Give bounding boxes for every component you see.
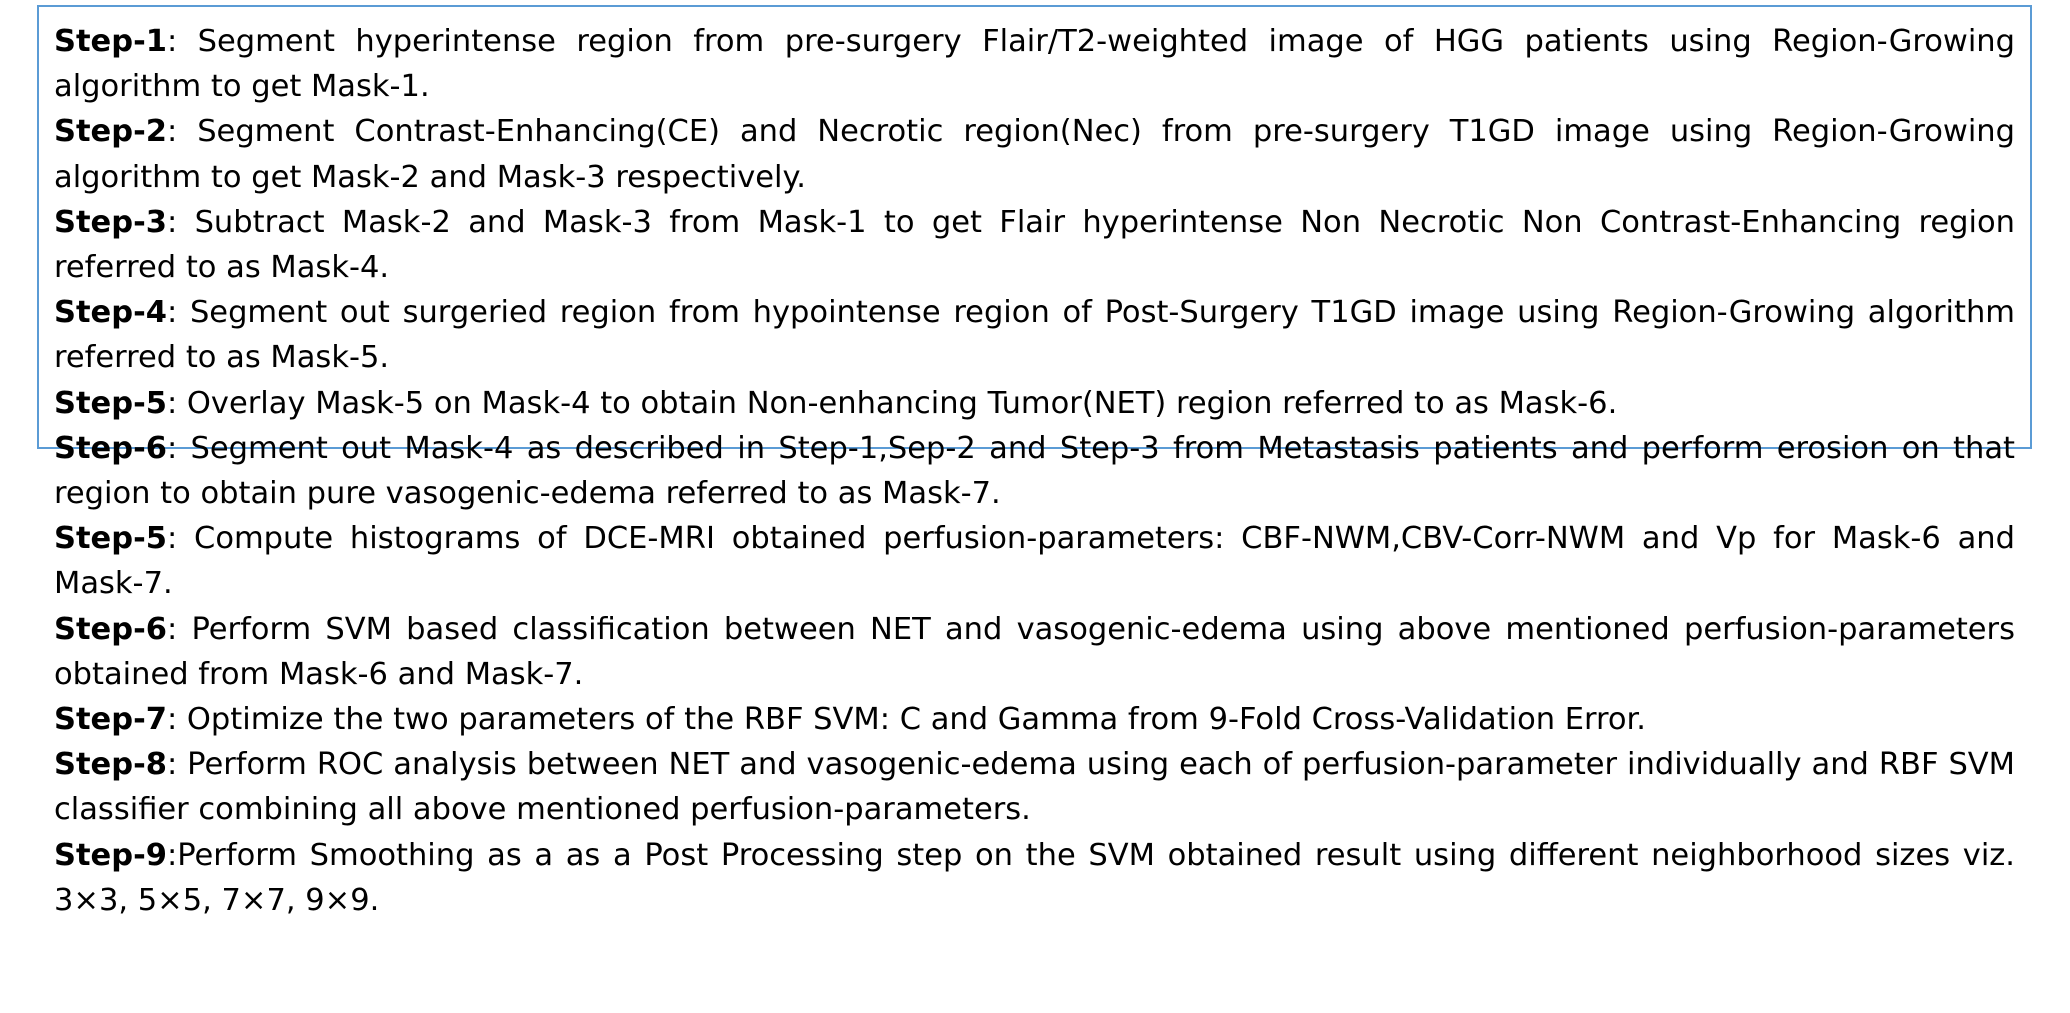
step-text: : Optimize the two parameters of the RBF SVM: C and Gamma from 9-Fold Cross-Validation Error. [166,702,1646,738]
steps-box [37,5,2032,918]
step-paragraph [54,109,2015,199]
step-text: : Subtract Mask-2 and Mask-3 from Mask-1 to get Flair hyperintense Non Necrotic Non Contrast-Enhancing region referred to as Mask-4. [54,204,2015,286]
step-label: Step-2 [54,114,167,150]
step-paragraph [54,833,2015,923]
step-paragraph [54,290,2015,380]
step-text: : Segment out Mask-4 as described in Step-1,Sep-2 and Step-3 from Metastasis patients and perform erosion on that region to obtain pure vasogenic-edema referred to as Mask-7. [54,430,2015,512]
step-text: : Segment hyperintense region from pre-surgery Flair/T2-weighted image of HGG patients using Region-Growing algorithm to get Mask-1. [54,24,2015,105]
step-text: : Segment Contrast-Enhancing(CE) and Necrotic region(Nec) from pre-surgery T1GD image using Region-Growing algorithm to get Mask-2 and Mask-3 respectively. [54,114,2015,195]
step-paragraph [54,607,2015,697]
step-label: Step-8 [54,747,167,783]
step-text: :Perform Smoothing as a as a Post Processing step on the SVM obtained result using different neighborhood sizes viz. 3×3, 5×5, 7×7, 9×9. [54,837,2015,918]
step-paragraph [54,697,2015,742]
step-label: Step-1 [54,24,167,59]
step-label: Step-5 [54,521,167,557]
step-paragraph [54,19,2015,109]
step-label: Step-3 [54,204,167,240]
step-label: Step-4 [54,295,167,331]
step-label: Step-6 [54,611,167,647]
step-text: : Perform ROC analysis between NET and vasogenic-edema using each of perfusion-parameter individually and RBF SVM classifier combining all above mentioned perfusion-parameters. [54,747,2015,828]
step-text: : Segment out surgeried region from hypointense region of Post-Surgery T1GD image using Region-Growing algorithm referred to as Mask-5. [54,295,2015,376]
step-text: : Overlay Mask-5 on Mask-4 to obtain Non-enhancing Tumor(NET) region referred to as Mask-6. [166,385,1618,421]
step-label: Step-9 [54,837,167,873]
step-text: : Perform SVM based classification between NET and vasogenic-edema using above mentioned perfusion-parameters obtained from Mask-6 and Mask-7. [54,611,2015,692]
step-label: Step-6 [54,430,167,466]
step-label: Step-7 [54,702,167,738]
step-text: : Compute histograms of DCE-MRI obtained perfusion-parameters: CBF-NWM,CBV-Corr-NWM and Vp for Mask-6 and Mask-7. [54,521,2015,602]
step-paragraph [54,200,2015,290]
step-paragraph [54,426,2015,516]
step-label: Step-5 [54,385,167,421]
step-paragraph [54,742,2015,832]
step-paragraph [54,381,2015,426]
step-paragraph [54,516,2015,606]
